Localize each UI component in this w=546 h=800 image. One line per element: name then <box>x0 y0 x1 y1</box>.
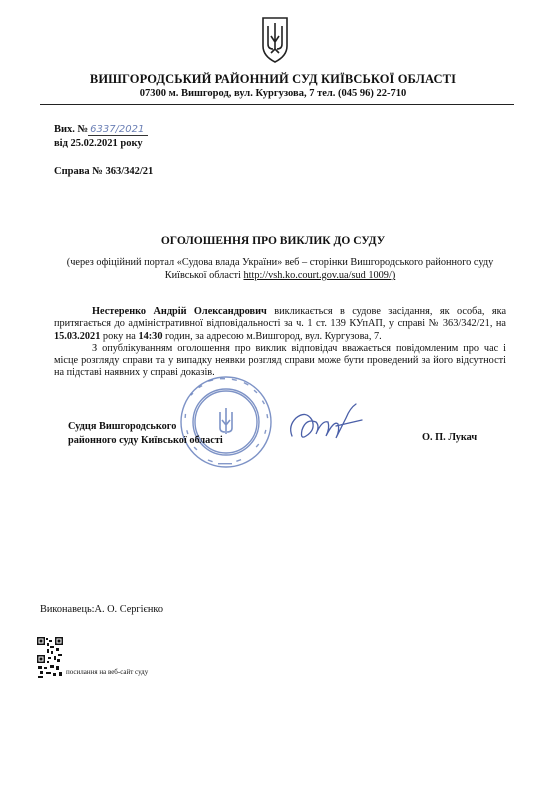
qr-code-icon[interactable] <box>36 636 64 680</box>
notice-paragraph-1-text-b: року на <box>100 330 139 342</box>
hearing-time: 14:30 <box>138 330 163 342</box>
outgoing-label: Вих. № <box>54 124 89 135</box>
court-website-link[interactable]: http://vsh.ko.court.gov.ua/sud 1009/) <box>243 270 396 281</box>
judge-signature-icon <box>286 396 366 450</box>
trident-emblem-icon <box>260 16 290 64</box>
summoned-person-name: Нестеренко Андрій Олександрович <box>92 306 267 317</box>
court-name: ВИШГОРОДСЬКИЙ РАЙОННИЙ СУД КИЇВСЬКОЇ ОБЛАСТІ <box>89 72 457 86</box>
header-divider <box>40 104 514 105</box>
notice-title: ОГОЛОШЕННЯ ПРО ВИКЛИК ДО СУДУ <box>160 235 386 247</box>
outgoing-number-handwritten: 6337/2021 <box>88 124 148 136</box>
judge-position <box>68 420 223 448</box>
case-number: Справа № 363/342/21 <box>54 166 154 177</box>
notice-subtitle-text: (через офіційний портал «Судова влада України» веб – сторінки Вишгородського районного суду Київської області <box>66 257 494 281</box>
notice-paragraph-1-text-a: викликається в судове засідання, як особа, яка притягається до адміністративної відповідальності за ч. 1 ст. 139 КУпАП, у справі № 363/342/21, на <box>54 306 507 330</box>
notice-subtitle <box>60 256 500 282</box>
notice-body <box>54 306 506 380</box>
hearing-date: 15.03.2021 <box>54 330 101 342</box>
judge-name: О. П. Лукач <box>422 432 478 443</box>
executor: Виконавець:А. О. Сергієнко <box>40 604 164 615</box>
notice-paragraph-2: З опублікуванням оголошення про виклик відповідач вважається повідомленим про час і місце розгляду справи та у випадку неявки розгляд справи може бути проведений за його відсутності на підставі наявних у справі доказів. <box>54 342 506 379</box>
judge-position-line-1: Судця Вишгородського <box>68 421 177 432</box>
outgoing-number <box>54 124 148 135</box>
outgoing-date: від 25.02.2021 року <box>54 138 143 149</box>
notice-paragraph-1-text-c: годин, за адресою м.Вишгород, вул. Кургузова, 7. <box>162 330 382 342</box>
judge-position-line-2: районного суду Київської області <box>68 435 223 446</box>
notice-paragraph-1 <box>54 306 506 343</box>
court-address: 07300 м. Вишгород, вул. Кургузова, 7 тел. (045 96) 22-710 <box>139 88 407 99</box>
qr-caption: посилання на веб-сайт суду <box>66 668 149 676</box>
